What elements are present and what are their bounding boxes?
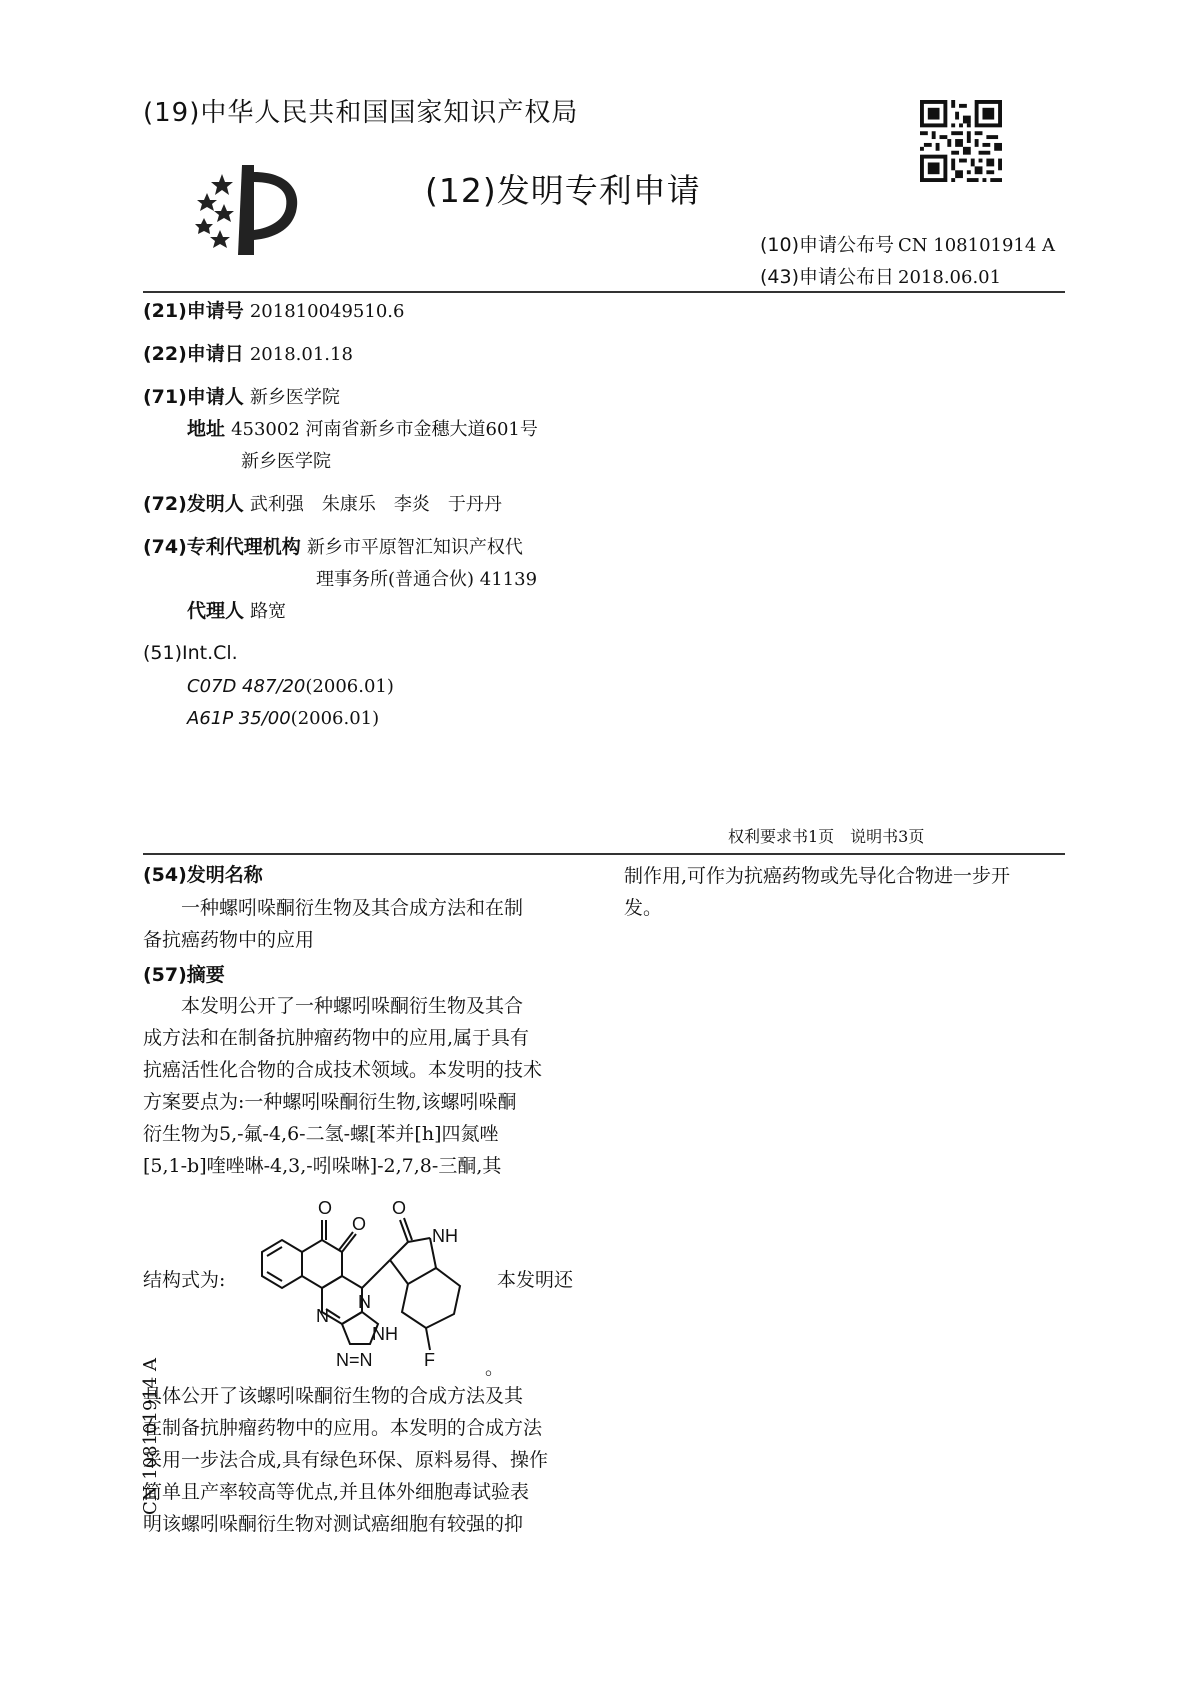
intcl-label: (51)Int.Cl.	[143, 642, 238, 664]
address-line-2: 新乡医学院	[241, 451, 331, 472]
abstract-right-column	[624, 860, 1064, 924]
address-line-2-row	[241, 446, 331, 477]
oxygen-label: O	[352, 1214, 367, 1234]
abstract-line: 发。	[624, 897, 663, 919]
abstract-paragraph-2	[143, 1380, 583, 1540]
quinone-ring	[302, 1240, 342, 1288]
abstract-line: [5,1-b]喹唑啉-4,3,-吲哚啉]-2,7,8-三酮,其	[143, 1155, 502, 1177]
app-date-line	[143, 339, 353, 370]
logo-star-3	[214, 204, 234, 222]
abstract-line: 抗癌活性化合物的合成技术领域。本发明的技术	[143, 1059, 543, 1081]
agent-line	[187, 596, 286, 627]
invention-title	[143, 892, 583, 956]
abstract-line: 在制备抗肿瘤药物中的应用。本发明的合成方法	[143, 1417, 543, 1439]
nh-label: NH	[372, 1324, 398, 1344]
invention-title-line-1: 一种螺吲哚酮衍生物及其合成方法和在制	[181, 897, 524, 919]
inventors-label: (72)发明人	[143, 493, 244, 515]
publication-number-line	[760, 230, 1055, 257]
formula-prefix: 结构式为:	[143, 1269, 226, 1291]
intcl-version: (2006.01)	[305, 676, 394, 697]
publication-number: CN 108101914 A	[898, 235, 1056, 256]
applicant-line	[143, 382, 340, 413]
abstract-line: 本发明公开了一种螺吲哚酮衍生物及其合	[181, 995, 524, 1017]
address-line-1: 453002 河南省新乡市金穗大道601号	[231, 419, 538, 440]
cnipa-logo	[192, 160, 322, 260]
invention-title-line-2: 备抗癌药物中的应用	[143, 929, 315, 951]
document-type: (12)发明专利申请	[425, 171, 701, 210]
agency-line	[143, 532, 523, 563]
intcl-entry	[187, 676, 394, 697]
abstract-line: 简单且产率较高等优点,并且体外细胞毒试验表	[143, 1481, 530, 1503]
title-section-label: (54)发明名称	[143, 864, 263, 886]
inventors: 武利强 朱康乐 李炎 于丹丹	[249, 494, 502, 515]
header-divider	[143, 291, 1065, 293]
applicant: 新乡医学院	[249, 387, 340, 408]
chemical-structure	[240, 1190, 500, 1370]
agent: 路宽	[250, 601, 287, 622]
agency-label: (74)专利代理机构	[143, 536, 301, 558]
publication-date-line	[760, 262, 1001, 289]
intcl-code: C07D 487/20	[187, 676, 306, 697]
abstract-paragraph-1	[143, 990, 583, 1182]
app-date-label: (22)申请日	[143, 343, 244, 365]
formula-suffix: 本发明还	[497, 1269, 574, 1291]
abstract-line: 采用一步法合成,具有绿色环保、原料易得、操作	[143, 1449, 549, 1471]
logo-arc	[254, 172, 297, 240]
abstract-line: 制作用,可作为抗癌药物或先导化合物进一步开	[624, 865, 1011, 887]
abstract-line: 具体公开了该螺吲哚酮衍生物的合成方法及其	[143, 1385, 524, 1407]
qr-code	[920, 100, 1002, 182]
publication-date: 2018.06.01	[898, 267, 1002, 288]
logo-star-4	[195, 218, 213, 234]
section-divider	[143, 853, 1065, 855]
agency-line-2-row	[316, 564, 537, 595]
logo-pillar	[238, 165, 254, 255]
side-publication-number: CN 108101914 A	[140, 1357, 161, 1515]
app-number: 201810049510.6	[249, 301, 405, 322]
intcl-version: (2006.01)	[290, 708, 380, 729]
fluorine-label: F	[424, 1350, 435, 1370]
logo-star-5	[210, 230, 230, 248]
formula-period: 。	[485, 1357, 505, 1379]
logo-star-2	[197, 193, 217, 211]
agency-line-2: 理事务所(普通合伙) 41139	[316, 569, 538, 590]
indoline-benzene	[402, 1268, 460, 1328]
office-name: (19)中华人民共和国国家知识产权局	[143, 98, 579, 128]
nitrogen-label: N	[358, 1292, 371, 1312]
intcl-label-line	[143, 638, 238, 668]
address-line	[187, 414, 538, 445]
nh-label: NH	[432, 1226, 458, 1246]
agency-line-1: 新乡市平原智汇知识产权代	[306, 537, 523, 558]
logo-star-1	[211, 174, 233, 195]
applicant-label: (71)申请人	[143, 386, 244, 408]
app-date: 2018.01.18	[249, 344, 353, 365]
azo-label: N=N	[336, 1350, 373, 1370]
address-label: 地址	[187, 418, 226, 440]
intcl-code: A61P 35/00	[187, 708, 291, 729]
abstract-line: 明该螺吲哚酮衍生物对测试癌细胞有较强的抑	[143, 1513, 524, 1535]
abstract-line: 衍生物为5,-氟-4,6-二氢-螺[苯并[h]四氮唑	[143, 1123, 499, 1145]
publication-number-label: (10)申请公布号	[760, 234, 895, 256]
abstract-line: 成方法和在制备抗肿瘤药物中的应用,属于具有	[143, 1027, 530, 1049]
inventors-line	[143, 489, 502, 520]
abstract-line: 方案要点为:一种螺吲哚酮衍生物,该螺吲哚酮	[143, 1091, 517, 1113]
oxygen-label: O	[318, 1198, 333, 1218]
app-number-label: (21)申请号	[143, 300, 244, 322]
agent-label: 代理人	[187, 600, 245, 622]
nitrogen-label: N	[316, 1306, 329, 1326]
page-counts: 权利要求书1页 说明书3页	[728, 827, 925, 846]
app-number-line	[143, 296, 404, 327]
oxygen-label: O	[392, 1198, 407, 1218]
intcl-entry	[187, 708, 379, 729]
publication-date-label: (43)申请公布日	[760, 266, 895, 288]
abstract-label: (57)摘要	[143, 964, 225, 986]
